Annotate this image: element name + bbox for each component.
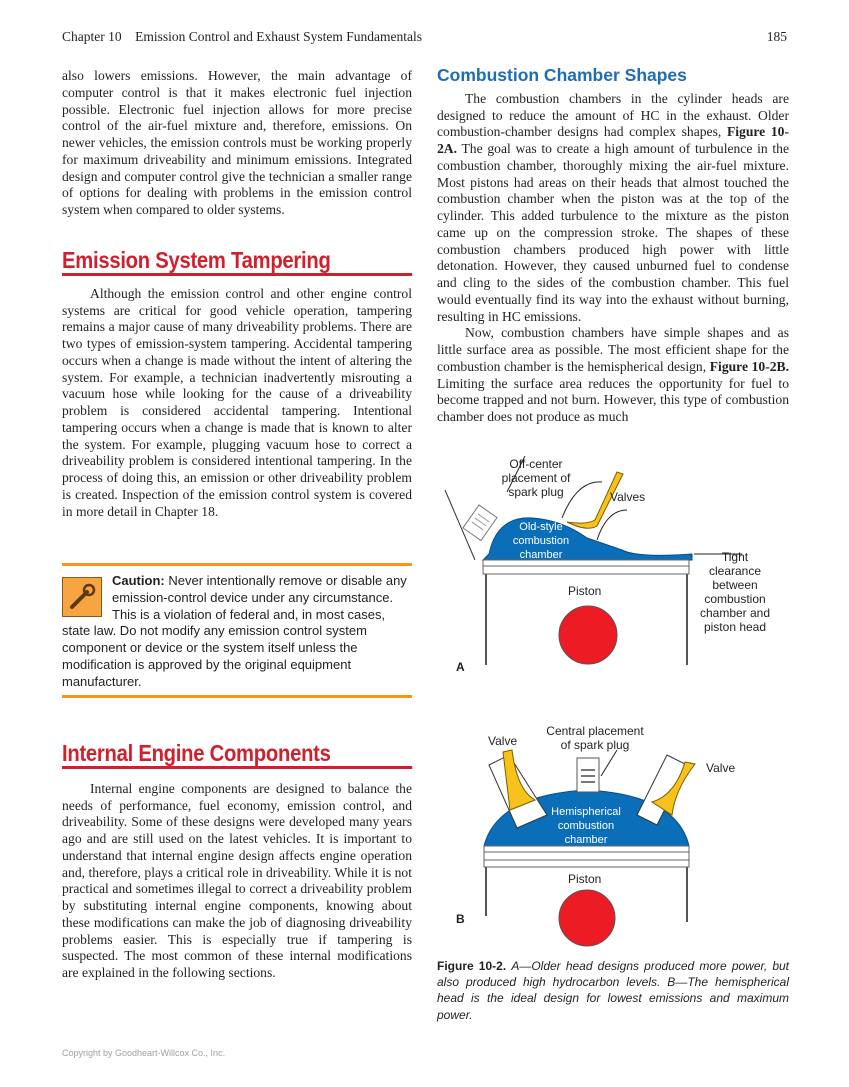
piston-pin [559,606,617,664]
label-a: A [456,660,465,674]
figure-ref-10-2a: Figure 10-2A. [437,124,789,156]
label-tight-clearance: Tight clearance between combustion chamber and piston head [699,550,771,634]
label-valve-right: Valve [706,761,736,775]
heading-emission-system-tampering: Emission System Tampering [62,252,412,276]
label-b: B [456,912,465,926]
figure-ref-10-2b: Figure 10-2B. [709,358,789,374]
spark-plug-icon [577,758,599,792]
heading-combustion-chamber-shapes: Combustion Chamber Shapes [437,65,687,85]
caption-text: A—Older head designs produced more power, but also produced high hydrocarbon levels. B—The hemispherical head is the ideal design for lowest emissions and maximum power. [437,959,790,1022]
chapter-number: Chapter 10 [62,29,122,44]
caption-label: Figure 10-2. [437,959,507,973]
running-header [62,29,422,45]
figure-caption [437,958,789,1023]
label-piston-b: Piston [568,872,602,886]
spark-plug-icon [463,505,497,541]
intro-paragraph [62,68,412,219]
page-number: 185 [766,29,787,44]
label-valve-left: Valve [488,734,518,748]
label-piston-a: Piston [568,584,602,598]
label-off-center-spark: Off-center placement of spark plug [501,457,571,499]
caution-text: Never intentionally remove or disable any emission-control device under any circumstance. This is a violation of federal and, in most cases, state law. Do not modify any emission control system component or device or the system itself unless the modification is approved by the original equipment manufacturer. [62,573,407,689]
combustion-paragraph-2: Now, combustion chambers have simple shapes and as little surface area as possible. The most efficient shape for the combustion chamber is the hemispherical design, Figure 10-2B. Limiting the surface area reduces the opportunity for fuel to become trapped and not burn. However, this type of combustion chamber does not produce as much [437,325,789,424]
heading-internal-engine-components: Internal Engine Components [62,745,412,769]
copyright: Copyright by Goodheart-Willcox Co., Inc. [62,1048,226,1058]
internal-paragraph: Internal engine components are designed to balance the needs of performance, fuel economy, emission control, and driveability. Some of these designs were developed many years ago and are still used on the latest vehicles. It is important to understand that internal engine design affects engine operation and, therefore, plays a critical role in driveability. While it is not practical and sometimes illegal to correct a driveability problem by substituting internal engine components, knowing about these modifications can make the job of diagnosing driveability problems easier. This is especially true if tampering is suspected. The most common of these internal modifications are explained in the following sections. [62,780,412,980]
intro-text: also lowers emissions. However, the main advantage of computer control is that it makes electronic fuel injection possible. Electronic fuel injection allows for more precise control of the air-fuel mixture and, therefore, emissions. On newer vehicles, the emission controls must be working properly for maximum driveability and minimum emissions. Integrated design and computer control give the technician a smaller range of options for dealing with problems in the emission control system when compared to older systems. [62,68,412,217]
label-valves: Valves [610,490,646,504]
label-central-spark: Central placement of spark plug [546,724,644,752]
caution-box [62,563,412,698]
label-hemispherical-chamber: Hemispherical combustion chamber [551,806,621,846]
piston-pin [559,890,615,946]
tampering-paragraph: Although the emission control and other engine control systems are critical for good vehicle operation, tampering remains a major cause of many driveability problems. There are two types of emission-system tampering. Accidental tampering occurs when a change is made without the intent of altering the system. For example, a technician inadvertently misrouting a vacuum hose while looking for the cause of a driveability problem is considered accidental tampering. Intentional tampering occurs when a change is made that is known to alter the system. For example, plugging vacuum hose to correct a driveability problem is considered intentional tampering. In the process of doing this, an emission or other driveability problem is created. Inspection of the emission control system is covered in more detail in Chapter 18. [62,285,412,519]
wrench-icon [62,577,102,617]
caution-label: Caution: [112,573,165,588]
combustion-paragraph-1: The combustion chambers in the cylinder heads are designed to reduce the amount of HC in the exhaust. Older combustion-chamber designs had complex shapes, Figure 10-2A. The goal was to create a high amount of turbulence in the combustion chamber, thoroughly mixing the air-fuel mixture. Most pistons had areas on their heads that almost touched the combustion chamber when the piston was at the top of the cylinder. This added turbulence to the mixture as the piston came up on the compression stroke. The shapes of these combustion chambers produced high power with little detonation. However, they caused unburned fuel to condense and cling to the sides of the combustion chamber. This fuel would eventually find its way into the exhaust without burning, resulting in HC emissions. [437,90,789,324]
label-old-style-chamber: Old-style combustion chamber [512,521,570,561]
chapter-title: Emission Control and Exhaust System Fundamentals [135,29,422,44]
